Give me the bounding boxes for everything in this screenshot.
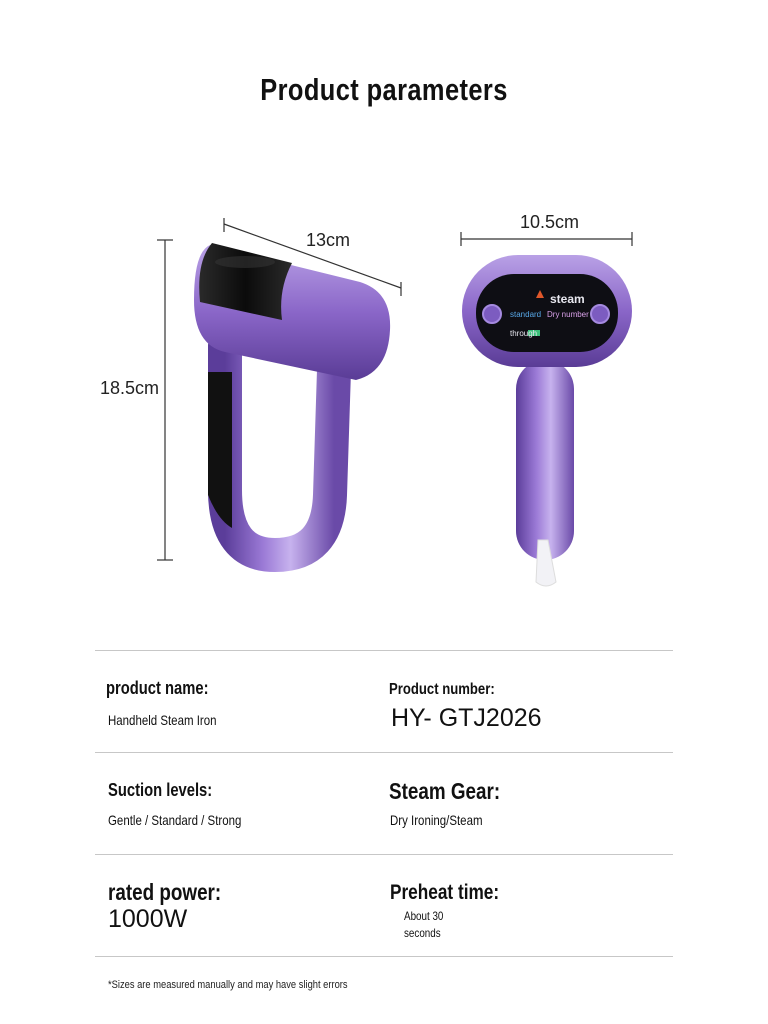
- screen-dry-number-label: Dry number: [547, 310, 589, 319]
- divider: [95, 650, 673, 651]
- spec-label-suction-levels: Suction levels:: [108, 780, 213, 800]
- spec-value-steam-gear: Dry Ironing/Steam: [390, 812, 483, 828]
- spec-value-rated-power: 1000W: [108, 905, 188, 933]
- spec-label-preheat-time: Preheat time:: [390, 881, 500, 904]
- page-title: Product parameters: [260, 72, 508, 107]
- dimension-line-10-5cm: [461, 232, 632, 246]
- dimension-18-5cm-label: 18.5cm: [100, 378, 160, 398]
- spec-label-product-name: product name:: [106, 678, 209, 698]
- spec-value-suction-levels: Gentle / Standard / Strong: [108, 812, 242, 828]
- spec-value-product-number: HY- GTJ2026: [391, 704, 542, 732]
- footnote: *Sizes are measured manually and may have slight errors: [108, 979, 348, 991]
- dimension-line-18-5cm: [157, 240, 173, 560]
- divider: [95, 752, 673, 753]
- dimension-13cm-label: 13cm: [306, 230, 351, 250]
- divider: [95, 956, 673, 957]
- spec-value-preheat-time: About 30 seconds: [404, 909, 444, 940]
- screen-steam-label: steam: [550, 292, 585, 306]
- screen-standard-label: standard: [510, 310, 542, 319]
- dimension-10-5cm-label: 10.5cm: [520, 212, 580, 232]
- steamer-side-view: [194, 243, 390, 555]
- spec-label-rated-power: rated power:: [108, 879, 222, 905]
- screen-through-label: through: [510, 329, 538, 338]
- spec-label-product-number: Product number:: [389, 681, 495, 698]
- divider: [95, 854, 673, 855]
- steamer-front-view: [462, 255, 632, 586]
- spec-label-steam-gear: Steam Gear:: [389, 778, 501, 804]
- spec-value-product-name: Handheld Steam Iron: [108, 712, 217, 728]
